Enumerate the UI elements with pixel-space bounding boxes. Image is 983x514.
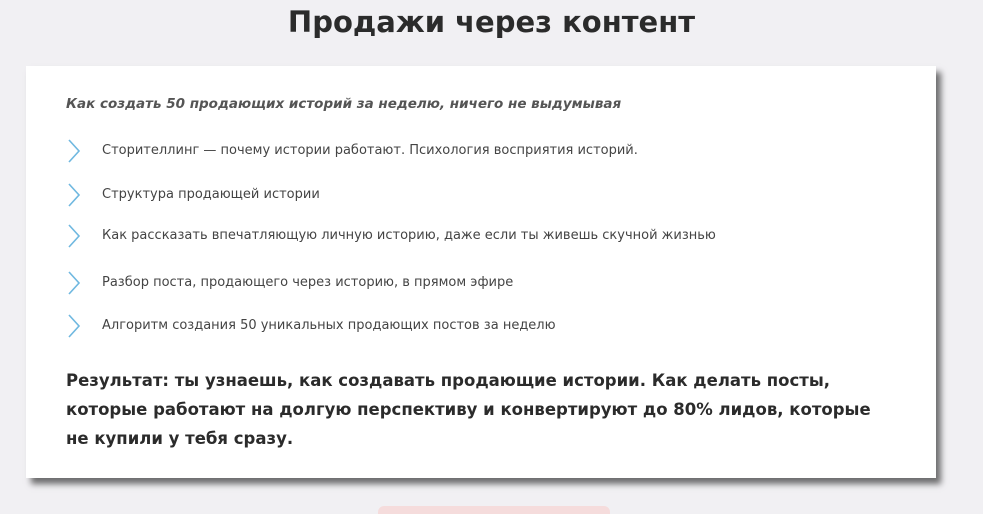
list-item [66, 223, 906, 251]
list-item-label: Алгоритм создания 50 уникальных продающих постов за неделю [102, 318, 556, 333]
chevron-right-icon [66, 270, 82, 296]
cta-button-edge[interactable] [378, 506, 610, 514]
chevron-right-icon [66, 223, 82, 249]
list-item [66, 313, 906, 341]
result-text: Результат: ты узнаешь, как создавать продающие истории. Как делать посты, которые работают на долгую перспективу и конвертируют до 80% лидов, которые не купили у тебя сразу. [66, 371, 871, 448]
list-item [66, 270, 906, 298]
list-item [66, 182, 906, 210]
card-subtitle: Как создать 50 продающих историй за неделю, ничего не выдумывая [66, 96, 622, 112]
list-item [66, 138, 906, 166]
list-item-label: Сторителлинг — почему истории работают. Психология восприятия историй. [102, 143, 638, 158]
chevron-right-icon [66, 182, 82, 208]
chevron-right-icon [66, 138, 82, 164]
section-title: Продажи через контент [287, 5, 696, 39]
program-card [26, 66, 936, 478]
list-item-label: Как рассказать впечатляющую личную историю, даже если ты живешь скучной жизнью [102, 228, 716, 243]
list-item-label: Разбор поста, продающего через историю, в прямом эфире [102, 275, 514, 290]
chevron-right-icon [66, 313, 82, 339]
list-item-label: Структура продающей истории [102, 187, 320, 202]
